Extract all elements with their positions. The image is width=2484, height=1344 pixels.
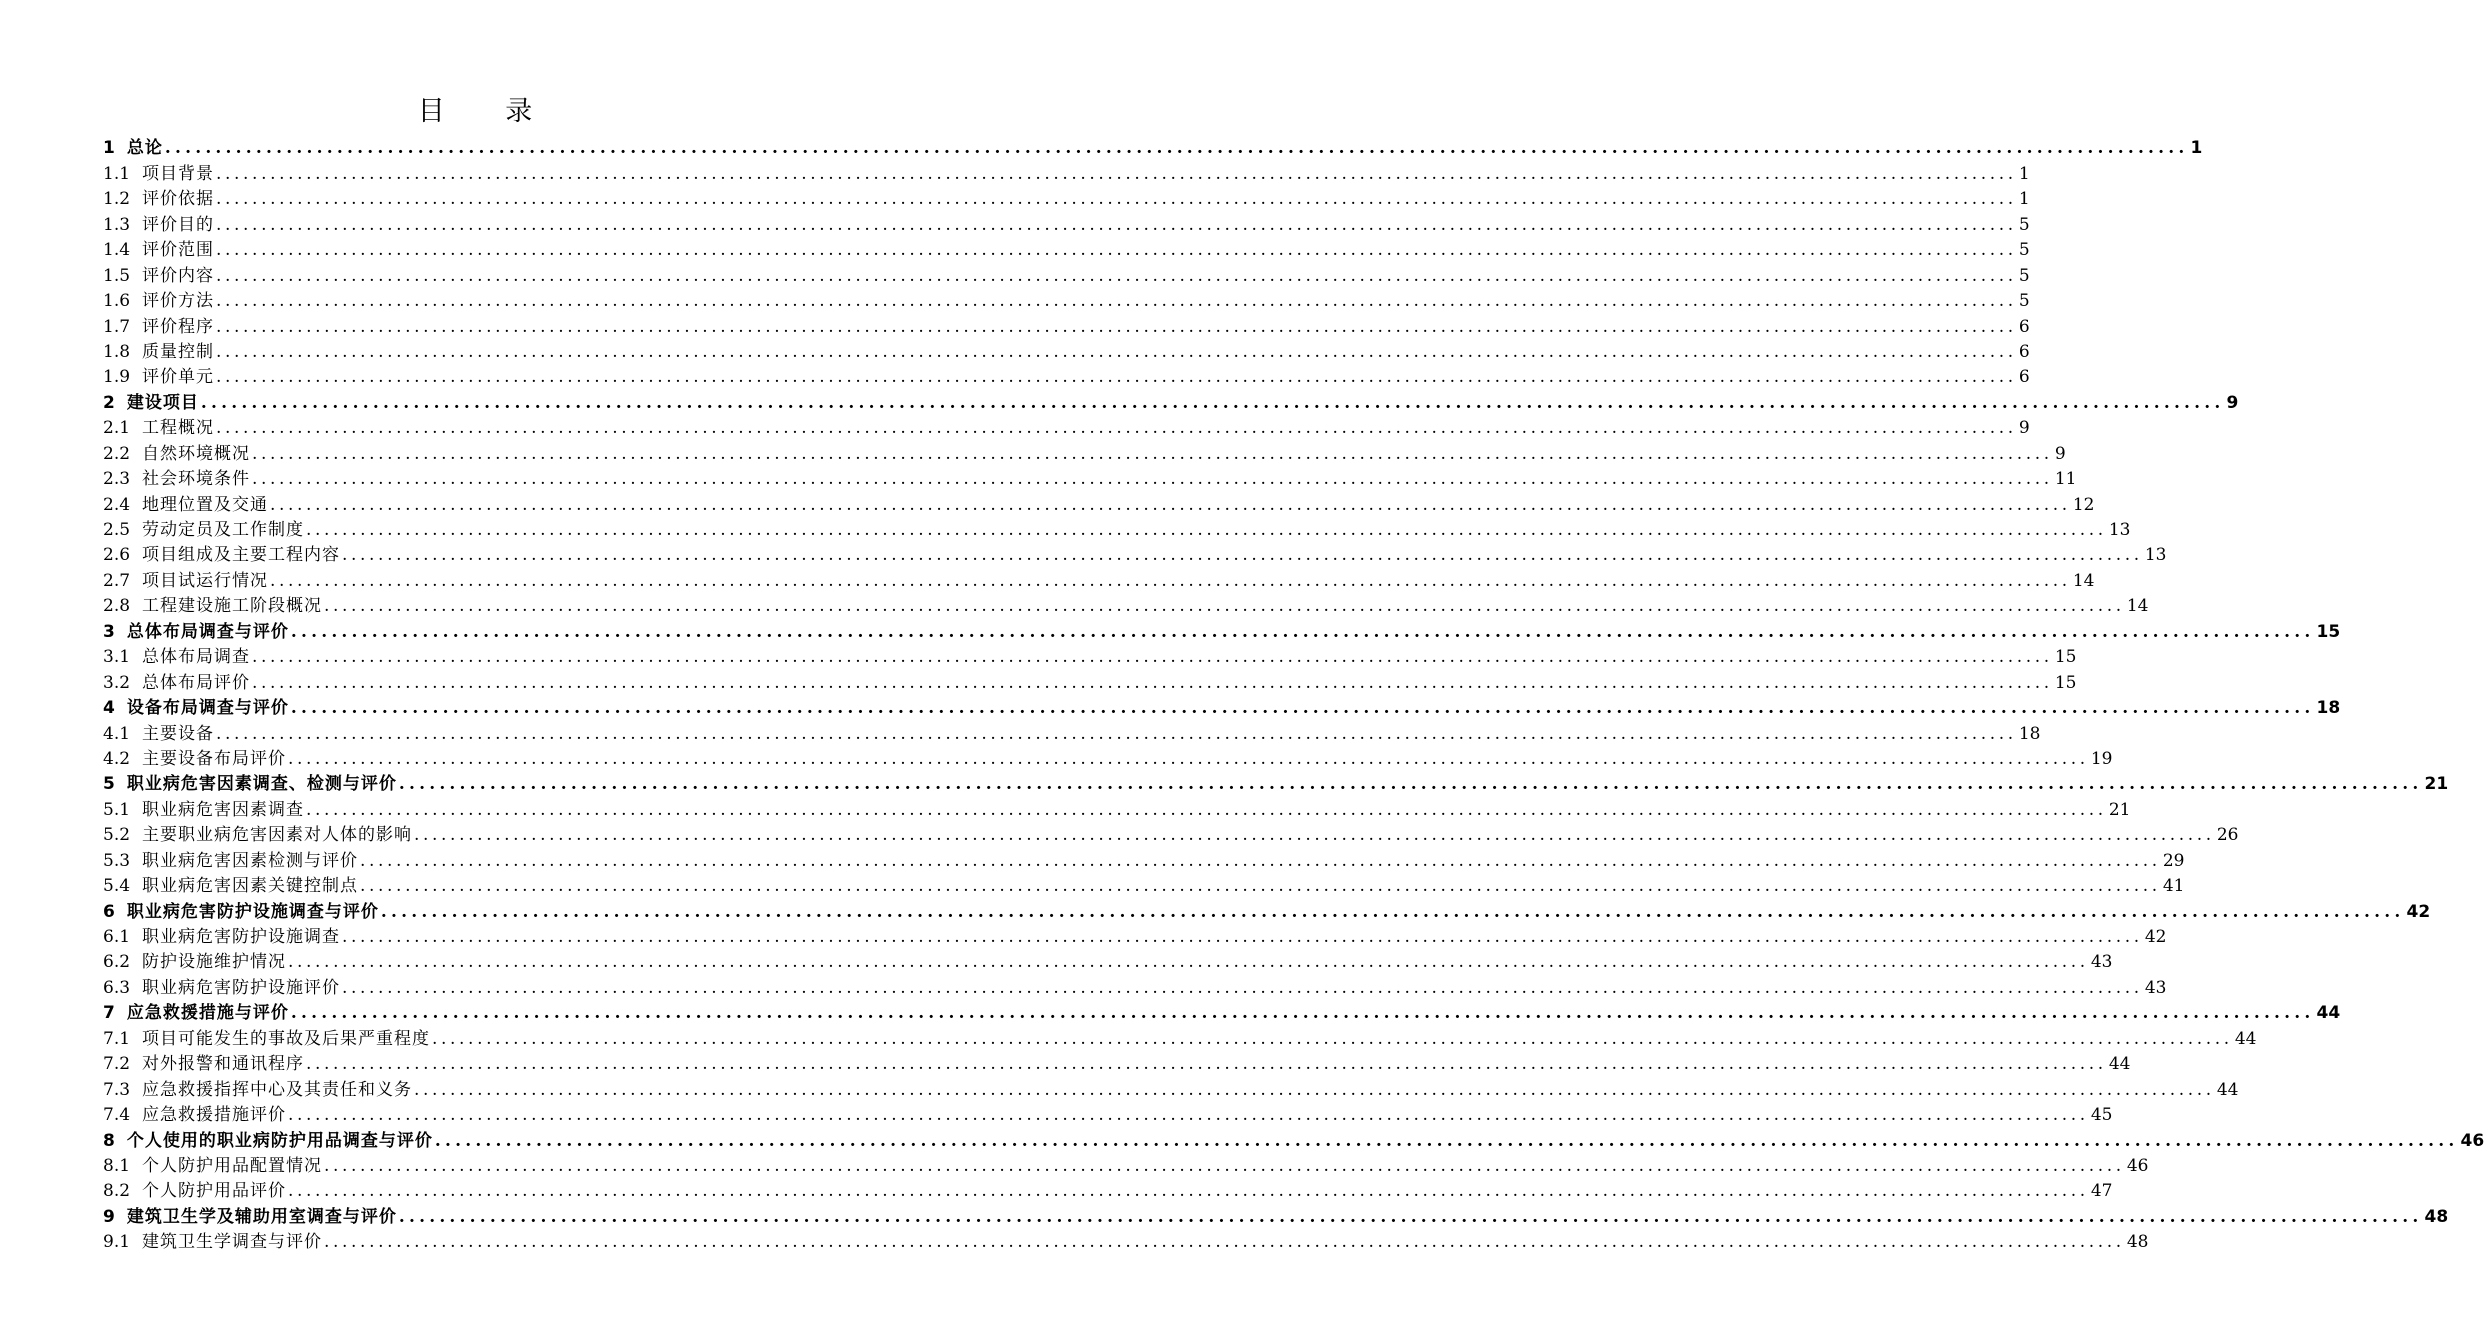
toc-entry-title: 总体布局调查与评价 (126, 621, 289, 642)
toc-entry-title: 职业病危害因素调查 (142, 799, 305, 820)
toc-dot-leader: ........................................................................................................................................................................................................ (216, 316, 2017, 337)
toc-entry-title: 评价内容 (142, 265, 215, 286)
toc-chapter-entry[interactable] (103, 769, 2449, 795)
toc-entry-number: 7.3 (103, 1079, 131, 1100)
toc-dot-leader: ........................................................................................................................................................................................................ (270, 494, 2071, 515)
toc-entry-title: 评价依据 (142, 189, 215, 210)
toc-entry-page-number: 15 (2054, 672, 2077, 693)
toc-entry-page-number: 44 (2216, 1079, 2239, 1100)
toc-entry-number: 4.2 (103, 748, 131, 769)
toc-entry-number: 2.3 (103, 469, 131, 490)
toc-dot-leader: ........................................................................................................................................................................................................ (216, 367, 2017, 388)
toc-entry-number: 6.3 (103, 977, 131, 998)
toc-entry-number: 8 (103, 1130, 115, 1151)
toc-entry-number: 9.1 (103, 1232, 131, 1253)
toc-dot-leader: ........................................................................................................................................................................................................ (288, 1181, 2089, 1202)
toc-entry-number: 3.2 (103, 672, 131, 693)
toc-entry-title: 对外报警和通讯程序 (142, 1054, 305, 1075)
toc-entry-number: 1 (103, 138, 115, 159)
toc-dot-leader: ........................................................................................................................................................................................................ (252, 647, 2053, 668)
toc-dot-leader: ........................................................................................................................................................................................................ (288, 1105, 2089, 1126)
toc-entry-title: 工程概况 (142, 418, 215, 439)
toc-entry-title: 职业病危害因素检测与评价 (142, 850, 359, 871)
toc-dot-leader: ........................................................................................................................................................................................................ (216, 723, 2017, 744)
toc-entry-page-number: 9 (2054, 443, 2066, 464)
toc-entry-title: 职业病危害因素调查、检测与评价 (126, 774, 397, 795)
toc-section-entry[interactable] (103, 1227, 2149, 1253)
toc-section-entry[interactable] (103, 591, 2149, 617)
toc-entry-number: 2.6 (103, 545, 131, 566)
toc-section-entry[interactable] (103, 311, 2030, 337)
toc-section-entry[interactable] (103, 922, 2167, 947)
toc-entry-number: 2.7 (103, 570, 131, 591)
toc-chapter-entry[interactable] (103, 387, 2239, 413)
toc-entry-title: 建设项目 (126, 392, 199, 413)
toc-section-entry[interactable] (103, 1074, 2239, 1100)
toc-section-entry[interactable] (103, 337, 2030, 362)
toc-section-entry[interactable] (103, 362, 2030, 388)
toc-dot-leader: ........................................................................................................................................................................................................ (434, 1130, 2459, 1151)
toc-dot-leader: ........................................................................................................................................................................................................ (360, 850, 2161, 871)
toc-entry-page-number: 5 (2018, 240, 2030, 261)
toc-entry-title: 质量控制 (142, 341, 215, 362)
toc-entry-number: 7.2 (103, 1054, 131, 1075)
toc-entry-number: 2 (103, 392, 115, 413)
toc-entry-title: 自然环境概况 (142, 443, 251, 464)
toc-entry-page-number: 43 (2090, 952, 2113, 973)
toc-entry-page-number: 5 (2018, 291, 2030, 312)
toc-entry-title: 主要设备 (142, 723, 215, 744)
toc-entry-title: 工程建设施工阶段概况 (142, 596, 323, 617)
toc-entry-page-number: 29 (2162, 850, 2185, 871)
toc-entry-page-number: 41 (2162, 876, 2185, 897)
toc-dot-leader: ........................................................................................................................................................................................................ (216, 291, 2017, 312)
toc-section-entry[interactable] (103, 565, 2095, 591)
toc-entry-page-number: 15 (2316, 621, 2341, 642)
toc-entry-page-number: 42 (2144, 927, 2167, 947)
toc-dot-leader: ........................................................................................................................................................................................................ (216, 163, 2017, 184)
toc-entry-number: 5.2 (103, 825, 131, 846)
toc-entry-number: 7.1 (103, 1028, 131, 1049)
toc-entry-title: 项目组成及主要工程内容 (142, 545, 341, 566)
toc-entry-page-number: 9 (2226, 392, 2239, 413)
toc-section-entry[interactable] (103, 1151, 2149, 1176)
toc-entry-title: 建筑卫生学调查与评价 (142, 1232, 323, 1253)
toc-dot-leader: ........................................................................................................................................................................................................ (164, 138, 2189, 159)
toc-section-entry[interactable] (103, 871, 2185, 897)
toc-dot-leader: ........................................................................................................................................................................................................ (342, 545, 2143, 566)
toc-entry-number: 6.2 (103, 952, 131, 973)
toc-entry-title: 评价方法 (142, 291, 215, 312)
toc-entry-title: 地理位置及交通 (142, 494, 269, 515)
toc-entry-page-number: 1 (2018, 163, 2030, 184)
toc-entry-title: 应急救援措施与评价 (126, 1003, 289, 1024)
toc-entry-page-number: 14 (2072, 570, 2095, 591)
toc-section-entry[interactable] (103, 667, 2077, 693)
toc-section-entry[interactable] (103, 820, 2239, 846)
toc-dot-leader: ........................................................................................................................................................................................................ (306, 1054, 2107, 1075)
toc-entry-number: 1.2 (103, 189, 131, 210)
toc-section-entry[interactable] (103, 1100, 2113, 1126)
toc-entry-title: 职业病危害因素关键控制点 (142, 876, 359, 897)
toc-dot-leader: ........................................................................................................................................................................................................ (200, 392, 2225, 413)
toc-entry-page-number: 45 (2090, 1105, 2113, 1126)
toc-entry-page-number: 44 (2234, 1028, 2257, 1049)
toc-entry-title: 项目可能发生的事故及后果严重程度 (142, 1028, 431, 1049)
toc-entry-title: 设备布局调查与评价 (126, 698, 289, 719)
toc-entry-page-number: 1 (2190, 138, 2203, 159)
toc-entry-title: 个人使用的职业病防护用品调查与评价 (126, 1130, 433, 1151)
toc-dot-leader: ........................................................................................................................................................................................................ (324, 596, 2125, 617)
toc-dot-leader: ........................................................................................................................................................................................................ (216, 265, 2017, 286)
toc-entry-page-number: 21 (2424, 774, 2449, 795)
toc-entry-page-number: 15 (2054, 647, 2077, 668)
toc-section-entry[interactable] (103, 286, 2030, 312)
toc-entry-title: 总体布局调查 (142, 647, 251, 668)
toc-entry-page-number: 5 (2018, 265, 2030, 286)
toc-entry-page-number: 9 (2018, 418, 2030, 439)
toc-section-entry[interactable] (103, 794, 2131, 820)
toc-entry-title: 建筑卫生学及辅助用室调查与评价 (126, 1206, 397, 1227)
toc-entry-number: 1.9 (103, 367, 131, 388)
toc-entry-number: 2.2 (103, 443, 131, 464)
toc-entry-page-number: 13 (2144, 545, 2167, 566)
toc-entry-number: 1.8 (103, 341, 131, 362)
toc-entry-page-number: 6 (2018, 367, 2030, 388)
toc-entry-page-number: 21 (2108, 799, 2131, 820)
toc-chapter-entry[interactable] (103, 616, 2341, 642)
toc-entry-number: 1.1 (103, 163, 131, 184)
toc-section-entry[interactable] (103, 260, 2030, 286)
toc-entry-number: 4.1 (103, 723, 131, 744)
toc-entry-page-number: 12 (2072, 494, 2095, 515)
toc-section-entry[interactable] (103, 540, 2167, 566)
toc-dot-leader: ........................................................................................................................................................................................................ (398, 1206, 2423, 1227)
toc-entry-page-number: 47 (2090, 1181, 2113, 1202)
toc-dot-leader: ........................................................................................................................................................................................................ (398, 774, 2423, 795)
toc-section-entry[interactable] (103, 744, 2113, 769)
toc-dot-leader: ........................................................................................................................................................................................................ (216, 341, 2017, 362)
toc-entry-page-number: 44 (2108, 1054, 2131, 1075)
toc-entry-title: 评价单元 (142, 367, 215, 388)
toc-entry-title: 社会环境条件 (142, 469, 251, 490)
toc-entry-page-number: 19 (2090, 748, 2113, 769)
toc-entry-title: 项目试运行情况 (142, 570, 269, 591)
toc-section-entry[interactable] (103, 718, 2041, 744)
toc-entry-number: 7 (103, 1003, 115, 1024)
toc-section-entry[interactable] (103, 438, 2066, 464)
toc-list (103, 133, 2484, 1253)
toc-section-entry[interactable] (103, 158, 2030, 184)
toc-entry-number: 1.5 (103, 265, 131, 286)
toc-entry-number: 9 (103, 1206, 115, 1227)
toc-entry-page-number: 18 (2316, 698, 2341, 719)
toc-section-entry[interactable] (103, 642, 2077, 668)
toc-entry-title: 总体布局评价 (142, 672, 251, 693)
toc-section-entry[interactable] (103, 972, 2167, 998)
toc-chapter-entry[interactable] (103, 998, 2341, 1024)
toc-entry-page-number: 46 (2126, 1155, 2149, 1176)
toc-entry-title: 评价目的 (142, 214, 215, 235)
toc-entry-page-number: 48 (2424, 1206, 2449, 1227)
toc-entry-page-number: 6 (2018, 341, 2030, 362)
toc-entry-number: 2.8 (103, 596, 131, 617)
toc-entry-number: 1.6 (103, 291, 131, 312)
toc-entry-title: 总论 (126, 138, 163, 159)
toc-entry-page-number: 44 (2316, 1003, 2341, 1024)
toc-dot-leader: ........................................................................................................................................................................................................ (216, 418, 2017, 439)
toc-entry-number: 4 (103, 698, 115, 719)
toc-entry-number: 3 (103, 621, 115, 642)
toc-dot-leader: ........................................................................................................................................................................................................ (290, 621, 2315, 642)
toc-chapter-entry[interactable] (103, 693, 2341, 719)
toc-section-entry[interactable] (103, 1049, 2131, 1075)
toc-entry-title: 主要职业病危害因素对人体的影响 (142, 825, 413, 846)
toc-entry-title: 评价程序 (142, 316, 215, 337)
toc-entry-page-number: 43 (2144, 977, 2167, 998)
toc-chapter-entry[interactable] (103, 133, 2203, 159)
toc-entry-number: 6 (103, 901, 115, 922)
toc-dot-leader: ........................................................................................................................................................................................................ (270, 570, 2071, 591)
toc-entry-title: 职业病危害防护设施调查 (142, 927, 341, 947)
toc-entry-number: 6.1 (103, 927, 131, 947)
toc-entry-number: 3.1 (103, 647, 131, 668)
toc-entry-page-number: 13 (2108, 520, 2131, 540)
toc-entry-title: 职业病危害防护设施评价 (142, 977, 341, 998)
toc-chapter-entry[interactable] (103, 1125, 2484, 1151)
toc-section-entry[interactable] (103, 413, 2030, 439)
toc-entry-title: 评价范围 (142, 240, 215, 261)
toc-section-entry[interactable] (103, 845, 2185, 871)
toc-entry-number: 5.3 (103, 850, 131, 871)
toc-section-entry[interactable] (103, 1176, 2113, 1202)
toc-section-entry[interactable] (103, 464, 2077, 490)
toc-entry-page-number: 11 (2054, 469, 2077, 490)
toc-dot-leader: ........................................................................................................................................................................................................ (290, 1003, 2315, 1024)
toc-dot-leader: ........................................................................................................................................................................................................ (288, 952, 2089, 973)
toc-section-entry[interactable] (103, 1023, 2257, 1049)
toc-dot-leader: ........................................................................................................................................................................................................ (324, 1155, 2125, 1176)
toc-entry-page-number: 18 (2018, 723, 2041, 744)
toc-entry-number: 7.4 (103, 1105, 131, 1126)
toc-chapter-entry[interactable] (103, 896, 2431, 922)
toc-entry-number: 8.2 (103, 1181, 131, 1202)
toc-entry-number: 1.3 (103, 214, 131, 235)
toc-entry-page-number: 14 (2126, 596, 2149, 617)
toc-entry-page-number: 42 (2406, 901, 2431, 922)
toc-dot-leader: ........................................................................................................................................................................................................ (306, 799, 2107, 820)
toc-dot-leader: ........................................................................................................................................................................................................ (216, 214, 2017, 235)
toc-entry-title: 应急救援措施评价 (142, 1105, 287, 1126)
toc-entry-number: 5 (103, 774, 115, 795)
toc-entry-title: 项目背景 (142, 163, 215, 184)
toc-section-entry[interactable] (103, 947, 2113, 973)
toc-title: 目 录 (417, 96, 559, 127)
toc-section-entry[interactable] (103, 235, 2030, 261)
toc-dot-leader: ........................................................................................................................................................................................................ (414, 1079, 2215, 1100)
toc-dot-leader: ........................................................................................................................................................................................................ (342, 927, 2143, 947)
toc-dot-leader: ........................................................................................................................................................................................................ (324, 1232, 2125, 1253)
toc-entry-title: 职业病危害防护设施调查与评价 (126, 901, 379, 922)
toc-entry-number: 1.7 (103, 316, 131, 337)
toc-dot-leader: ........................................................................................................................................................................................................ (252, 469, 2053, 490)
toc-section-entry[interactable] (103, 184, 2030, 210)
toc-entry-page-number: 26 (2216, 825, 2239, 846)
toc-entry-title: 防护设施维护情况 (142, 952, 287, 973)
toc-dot-leader: ........................................................................................................................................................................................................ (216, 240, 2017, 261)
toc-entry-title: 应急救援指挥中心及其责任和义务 (142, 1079, 413, 1100)
toc-dot-leader: ........................................................................................................................................................................................................ (252, 443, 2053, 464)
toc-entry-title: 劳动定员及工作制度 (142, 520, 305, 540)
toc-dot-leader: ........................................................................................................................................................................................................ (252, 672, 2053, 693)
toc-entry-title: 主要设备布局评价 (142, 748, 287, 769)
toc-entry-number: 2.4 (103, 494, 131, 515)
toc-dot-leader: ........................................................................................................................................................................................................ (380, 901, 2405, 922)
toc-entry-page-number: 1 (2018, 189, 2030, 210)
toc-entry-page-number: 46 (2460, 1130, 2484, 1151)
toc-entry-page-number: 6 (2018, 316, 2030, 337)
toc-dot-leader: ........................................................................................................................................................................................................ (342, 977, 2143, 998)
toc-entry-number: 8.1 (103, 1155, 131, 1176)
toc-chapter-entry[interactable] (103, 1201, 2449, 1227)
toc-dot-leader: ........................................................................................................................................................................................................ (290, 698, 2315, 719)
toc-entry-number: 5.1 (103, 799, 131, 820)
toc-dot-leader: ........................................................................................................................................................................................................ (306, 520, 2107, 540)
toc-dot-leader: ........................................................................................................................................................................................................ (432, 1028, 2233, 1049)
toc-dot-leader: ........................................................................................................................................................................................................ (288, 748, 2089, 769)
toc-entry-title: 个人防护用品评价 (142, 1181, 287, 1202)
toc-dot-leader: ........................................................................................................................................................................................................ (216, 189, 2017, 210)
toc-section-entry[interactable] (103, 489, 2095, 515)
toc-entry-title: 个人防护用品配置情况 (142, 1155, 323, 1176)
toc-dot-leader: ........................................................................................................................................................................................................ (414, 825, 2215, 846)
toc-entry-page-number: 48 (2126, 1232, 2149, 1253)
toc-section-entry[interactable] (103, 515, 2131, 540)
toc-entry-number: 2.1 (103, 418, 131, 439)
toc-entry-number: 1.4 (103, 240, 131, 261)
toc-entry-number: 5.4 (103, 876, 131, 897)
toc-entry-number: 2.5 (103, 520, 131, 540)
toc-dot-leader: ........................................................................................................................................................................................................ (360, 876, 2161, 897)
toc-entry-page-number: 5 (2018, 214, 2030, 235)
toc-section-entry[interactable] (103, 209, 2030, 235)
